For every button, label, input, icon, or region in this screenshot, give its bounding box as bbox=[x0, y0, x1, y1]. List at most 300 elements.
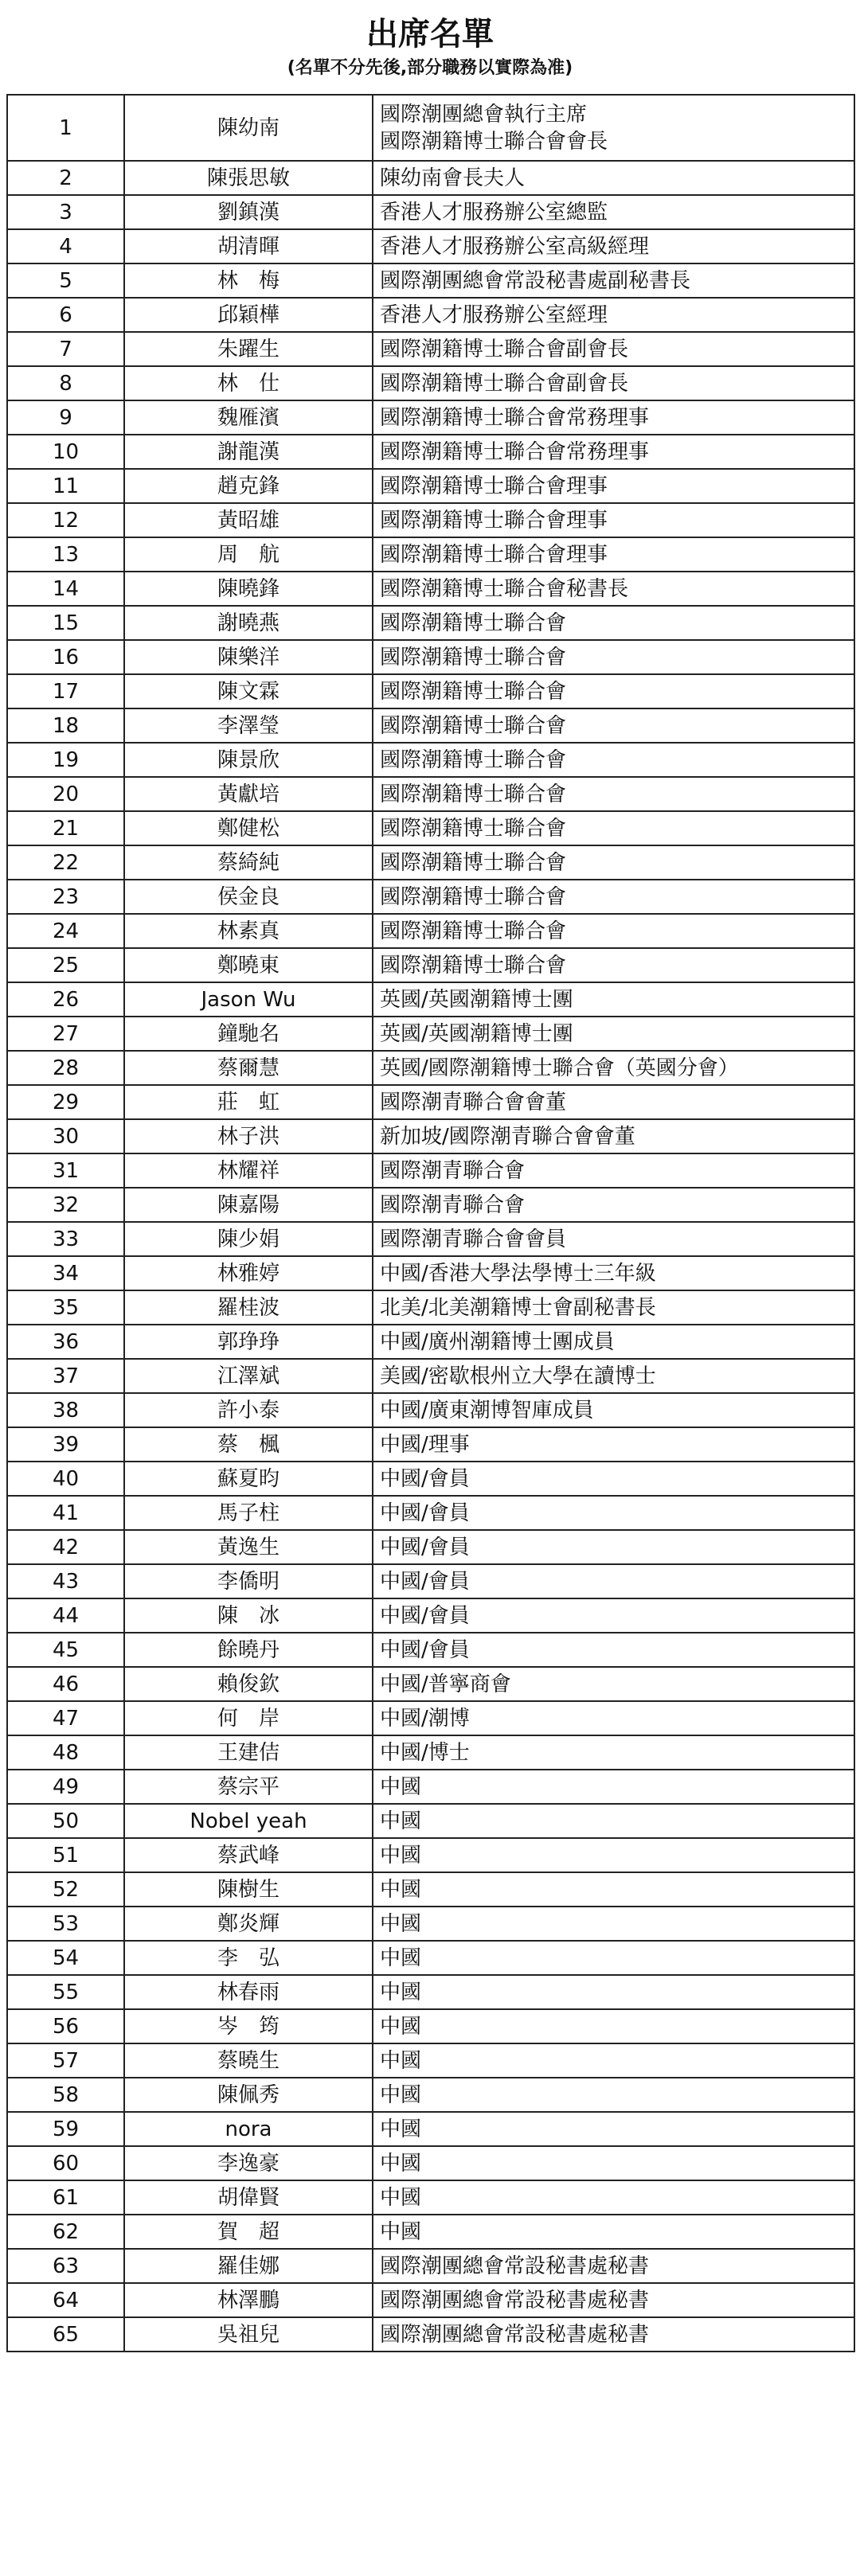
table-row bbox=[7, 1667, 854, 1701]
role-line: 國際潮籍博士聯合會理事 bbox=[380, 474, 608, 498]
attendee-name-cell: 黃逸生 bbox=[124, 1530, 373, 1564]
row-number-cell: 1 bbox=[7, 95, 124, 161]
table-row bbox=[7, 503, 854, 537]
attendee-name-cell: Nobel yeah bbox=[124, 1804, 373, 1838]
attendee-role-cell bbox=[373, 1222, 854, 1256]
table-row bbox=[7, 1222, 854, 1256]
attendee-role-cell bbox=[373, 606, 854, 640]
role-line: 國際潮籍博士聯合會 bbox=[380, 713, 567, 738]
table-row bbox=[7, 880, 854, 914]
table-row bbox=[7, 2215, 854, 2249]
row-number-cell: 39 bbox=[7, 1427, 124, 1462]
role-line: 中國/理事 bbox=[380, 1432, 470, 1457]
role-line: 中國/廣東潮博智庫成員 bbox=[380, 1398, 594, 1423]
attendee-role-cell bbox=[373, 1017, 854, 1051]
row-number-cell: 20 bbox=[7, 777, 124, 811]
row-number-cell: 63 bbox=[7, 2249, 124, 2283]
table-row bbox=[7, 400, 854, 435]
role-line: 國際潮青聯合會 bbox=[380, 1158, 526, 1183]
attendee-role-cell bbox=[373, 1804, 854, 1838]
row-number-cell: 29 bbox=[7, 1085, 124, 1119]
row-number-cell: 62 bbox=[7, 2215, 124, 2249]
role-line: 中國 bbox=[380, 2117, 422, 2141]
row-number-cell: 51 bbox=[7, 1838, 124, 1872]
attendee-name-cell: 陳曉鋒 bbox=[124, 572, 373, 606]
role-line: 香港人才服務辦公室總監 bbox=[380, 200, 608, 224]
row-number-cell: 2 bbox=[7, 161, 124, 195]
attendee-name-cell: 李僑明 bbox=[124, 1564, 373, 1598]
table-row bbox=[7, 743, 854, 777]
attendee-name-cell: 林子洪 bbox=[124, 1119, 373, 1153]
attendee-role-cell bbox=[373, 161, 854, 195]
role-line: 中國 bbox=[380, 2048, 422, 2073]
table-row bbox=[7, 1564, 854, 1598]
row-number-cell: 57 bbox=[7, 2043, 124, 2078]
row-number-cell: 44 bbox=[7, 1598, 124, 1633]
table-row bbox=[7, 2317, 854, 2352]
role-line: 國際潮團總會常設秘書處秘書 bbox=[380, 2254, 650, 2278]
row-number-cell: 25 bbox=[7, 948, 124, 982]
role-line: 陳幼南會長夫人 bbox=[380, 166, 526, 190]
row-number-cell: 34 bbox=[7, 1256, 124, 1290]
attendee-role-cell bbox=[373, 263, 854, 298]
attendee-role-cell bbox=[373, 469, 854, 503]
attendee-role-cell bbox=[373, 640, 854, 674]
attendee-name-cell: 周 航 bbox=[124, 537, 373, 572]
attendee-name-cell: 王建佶 bbox=[124, 1735, 373, 1770]
attendee-name-cell: 朱躍生 bbox=[124, 332, 373, 366]
row-number-cell: 52 bbox=[7, 1872, 124, 1907]
row-number-cell: 10 bbox=[7, 435, 124, 469]
role-line: 中國/會員 bbox=[380, 1501, 470, 1525]
row-number-cell: 46 bbox=[7, 1667, 124, 1701]
attendee-role-cell bbox=[373, 2112, 854, 2146]
role-line: 北美/北美潮籍博士會副秘書長 bbox=[380, 1295, 656, 1320]
table-row bbox=[7, 1633, 854, 1667]
attendee-role-cell bbox=[373, 914, 854, 948]
attendee-name-cell: 岑 筠 bbox=[124, 2009, 373, 2043]
attendee-name-cell: 陳文霖 bbox=[124, 674, 373, 708]
table-row bbox=[7, 2283, 854, 2317]
role-line: 國際潮團總會常設秘書處副秘書長 bbox=[380, 268, 691, 293]
attendee-name-cell: 蔡曉生 bbox=[124, 2043, 373, 2078]
attendee-name-cell: 林素真 bbox=[124, 914, 373, 948]
row-number-cell: 37 bbox=[7, 1359, 124, 1393]
attendee-role-cell bbox=[373, 95, 854, 161]
table-row bbox=[7, 229, 854, 263]
attendee-name-cell: 鄭曉東 bbox=[124, 948, 373, 982]
attendee-name-cell: 羅佳娜 bbox=[124, 2249, 373, 2283]
attendee-name-cell: 黃昭雄 bbox=[124, 503, 373, 537]
attendee-role-cell bbox=[373, 708, 854, 743]
attendee-role-cell bbox=[373, 1598, 854, 1633]
row-number-cell: 30 bbox=[7, 1119, 124, 1153]
attendee-name-cell: 李澤瑩 bbox=[124, 708, 373, 743]
attendee-role-cell bbox=[373, 1667, 854, 1701]
row-number-cell: 17 bbox=[7, 674, 124, 708]
attendee-name-cell: Jason Wu bbox=[124, 982, 373, 1017]
role-line: 國際潮籍博士聯合會秘書長 bbox=[380, 576, 629, 601]
attendee-name-cell: 林 梅 bbox=[124, 263, 373, 298]
table-row bbox=[7, 572, 854, 606]
row-number-cell: 11 bbox=[7, 469, 124, 503]
table-row bbox=[7, 195, 854, 229]
role-line: 新加坡/國際潮青聯合會會董 bbox=[380, 1124, 635, 1149]
table-row bbox=[7, 708, 854, 743]
role-line: 中國/會員 bbox=[380, 1535, 470, 1559]
role-line: 國際潮團總會常設秘書處秘書 bbox=[380, 2288, 650, 2313]
attendee-name-cell: 林耀祥 bbox=[124, 1153, 373, 1188]
table-row bbox=[7, 2146, 854, 2180]
attendee-role-cell bbox=[373, 743, 854, 777]
row-number-cell: 60 bbox=[7, 2146, 124, 2180]
row-number-cell: 5 bbox=[7, 263, 124, 298]
attendee-role-cell bbox=[373, 1427, 854, 1462]
row-number-cell: 47 bbox=[7, 1701, 124, 1735]
attendee-name-cell: 蔡宗平 bbox=[124, 1770, 373, 1804]
attendee-role-cell bbox=[373, 1393, 854, 1427]
role-line: 中國/潮博 bbox=[380, 1706, 470, 1731]
attendee-name-cell: 李逸豪 bbox=[124, 2146, 373, 2180]
table-row bbox=[7, 640, 854, 674]
role-line: 國際潮團總會執行主席 bbox=[380, 102, 588, 127]
table-row bbox=[7, 1496, 854, 1530]
row-number-cell: 59 bbox=[7, 2112, 124, 2146]
role-line: 中國/廣州潮籍博士團成員 bbox=[380, 1329, 615, 1354]
role-line: 國際潮籍博士聯合會常務理事 bbox=[380, 405, 650, 430]
attendee-name-cell: 蘇夏昀 bbox=[124, 1462, 373, 1496]
role-line: 國際潮籍博士聯合會理事 bbox=[380, 542, 608, 567]
attendee-name-cell: 莊 虹 bbox=[124, 1085, 373, 1119]
attendee-role-cell bbox=[373, 366, 854, 400]
attendee-role-cell bbox=[373, 503, 854, 537]
table-row bbox=[7, 2078, 854, 2112]
attendee-role-cell bbox=[373, 1462, 854, 1496]
attendee-name-cell: 蔡綺純 bbox=[124, 845, 373, 880]
row-number-cell: 18 bbox=[7, 708, 124, 743]
role-line: 國際潮籍博士聯合會 bbox=[380, 782, 567, 806]
table-row bbox=[7, 263, 854, 298]
role-line: 中國 bbox=[380, 1946, 422, 1970]
table-row bbox=[7, 1735, 854, 1770]
role-line: 國際潮籍博士聯合會 bbox=[380, 816, 567, 841]
row-number-cell: 9 bbox=[7, 400, 124, 435]
row-number-cell: 50 bbox=[7, 1804, 124, 1838]
attendee-name-cell: 餘曉丹 bbox=[124, 1633, 373, 1667]
row-number-cell: 41 bbox=[7, 1496, 124, 1530]
attendee-role-cell bbox=[373, 400, 854, 435]
table-row bbox=[7, 1907, 854, 1941]
attendee-name-cell: 謝曉燕 bbox=[124, 606, 373, 640]
table-row bbox=[7, 1085, 854, 1119]
table-row bbox=[7, 1701, 854, 1735]
row-number-cell: 21 bbox=[7, 811, 124, 845]
role-line: 中國 bbox=[380, 1843, 422, 1868]
role-line: 中國/博士 bbox=[380, 1740, 470, 1765]
row-number-cell: 48 bbox=[7, 1735, 124, 1770]
table-row bbox=[7, 1119, 854, 1153]
attendee-role-cell bbox=[373, 1256, 854, 1290]
attendee-name-cell: 林 仕 bbox=[124, 366, 373, 400]
row-number-cell: 61 bbox=[7, 2180, 124, 2215]
attendance-table bbox=[6, 94, 855, 2352]
role-line: 國際潮籍博士聯合會理事 bbox=[380, 508, 608, 533]
attendee-role-cell bbox=[373, 1941, 854, 1975]
row-number-cell: 27 bbox=[7, 1017, 124, 1051]
table-row bbox=[7, 1325, 854, 1359]
attendee-name-cell: 許小泰 bbox=[124, 1393, 373, 1427]
row-number-cell: 4 bbox=[7, 229, 124, 263]
role-line: 英國/英國潮籍博士團 bbox=[380, 1021, 573, 1046]
attendee-role-cell bbox=[373, 948, 854, 982]
attendee-name-cell: 陳景欣 bbox=[124, 743, 373, 777]
attendee-role-cell bbox=[373, 2009, 854, 2043]
attendee-role-cell bbox=[373, 845, 854, 880]
role-line: 中國/會員 bbox=[380, 1603, 470, 1628]
table-row bbox=[7, 95, 854, 161]
attendee-name-cell: 胡清暉 bbox=[124, 229, 373, 263]
role-line: 中國 bbox=[380, 1774, 422, 1799]
attendee-name-cell: 劉鎮漢 bbox=[124, 195, 373, 229]
attendee-name-cell: 李 弘 bbox=[124, 1941, 373, 1975]
table-row bbox=[7, 2180, 854, 2215]
attendee-name-cell: 蔡武峰 bbox=[124, 1838, 373, 1872]
attendee-name-cell: 陳幼南 bbox=[124, 95, 373, 161]
row-number-cell: 40 bbox=[7, 1462, 124, 1496]
row-number-cell: 31 bbox=[7, 1153, 124, 1188]
table-row bbox=[7, 811, 854, 845]
role-line: 國際潮籍博士聯合會 bbox=[380, 611, 567, 635]
role-line: 香港人才服務辦公室高級經理 bbox=[380, 234, 650, 259]
row-number-cell: 16 bbox=[7, 640, 124, 674]
attendee-name-cell: 何 岸 bbox=[124, 1701, 373, 1735]
row-number-cell: 32 bbox=[7, 1188, 124, 1222]
table-row bbox=[7, 2112, 854, 2146]
role-line: 中國 bbox=[380, 2151, 422, 2176]
attendee-name-cell: 郭琤琤 bbox=[124, 1325, 373, 1359]
table-row bbox=[7, 366, 854, 400]
attendance-table-body bbox=[7, 95, 854, 2352]
attendee-name-cell: 陳嘉陽 bbox=[124, 1188, 373, 1222]
table-row bbox=[7, 1256, 854, 1290]
table-row bbox=[7, 1598, 854, 1633]
role-line: 中國 bbox=[380, 2185, 422, 2210]
table-row bbox=[7, 1838, 854, 1872]
role-line: 中國/會員 bbox=[380, 1637, 470, 1662]
table-row bbox=[7, 1530, 854, 1564]
attendee-name-cell: 陳 冰 bbox=[124, 1598, 373, 1633]
attendee-name-cell: 謝龍漢 bbox=[124, 435, 373, 469]
table-row bbox=[7, 1804, 854, 1838]
row-number-cell: 38 bbox=[7, 1393, 124, 1427]
table-row bbox=[7, 982, 854, 1017]
attendee-name-cell: nora bbox=[124, 2112, 373, 2146]
document-header bbox=[0, 0, 860, 93]
table-row bbox=[7, 1941, 854, 1975]
role-line: 英國/英國潮籍博士團 bbox=[380, 987, 573, 1012]
attendee-role-cell bbox=[373, 572, 854, 606]
table-row bbox=[7, 469, 854, 503]
table-row bbox=[7, 1188, 854, 1222]
attendee-name-cell: 鐘馳名 bbox=[124, 1017, 373, 1051]
attendee-role-cell bbox=[373, 195, 854, 229]
role-line: 國際潮青聯合會會員 bbox=[380, 1227, 567, 1251]
role-line: 國際潮籍博士聯合會 bbox=[380, 747, 567, 772]
row-number-cell: 13 bbox=[7, 537, 124, 572]
table-row bbox=[7, 1770, 854, 1804]
attendee-role-cell bbox=[373, 674, 854, 708]
attendee-name-cell: 侯金良 bbox=[124, 880, 373, 914]
row-number-cell: 22 bbox=[7, 845, 124, 880]
table-row bbox=[7, 1462, 854, 1496]
row-number-cell: 14 bbox=[7, 572, 124, 606]
table-row bbox=[7, 2009, 854, 2043]
attendee-name-cell: 邱穎樺 bbox=[124, 298, 373, 332]
row-number-cell: 55 bbox=[7, 1975, 124, 2009]
attendee-role-cell bbox=[373, 2043, 854, 2078]
attendee-role-cell bbox=[373, 229, 854, 263]
attendee-name-cell: 陳佩秀 bbox=[124, 2078, 373, 2112]
role-line: 國際潮籍博士聯合會 bbox=[380, 850, 567, 875]
attendee-role-cell bbox=[373, 2317, 854, 2352]
attendee-name-cell: 陳少娟 bbox=[124, 1222, 373, 1256]
table-row bbox=[7, 537, 854, 572]
attendee-role-cell bbox=[373, 298, 854, 332]
attendee-role-cell bbox=[373, 2078, 854, 2112]
row-number-cell: 58 bbox=[7, 2078, 124, 2112]
role-line: 國際潮團總會常設秘書處秘書 bbox=[380, 2322, 650, 2347]
role-line: 國際潮青聯合會會董 bbox=[380, 1090, 567, 1114]
attendee-role-cell bbox=[373, 1735, 854, 1770]
row-number-cell: 54 bbox=[7, 1941, 124, 1975]
row-number-cell: 28 bbox=[7, 1051, 124, 1085]
attendee-role-cell bbox=[373, 332, 854, 366]
attendee-name-cell: 鄭炎輝 bbox=[124, 1907, 373, 1941]
role-line: 香港人才服務辦公室經理 bbox=[380, 302, 608, 327]
attendee-role-cell bbox=[373, 1701, 854, 1735]
page-subtitle: (名單不分先後,部分職務以實際為准) bbox=[287, 58, 573, 78]
attendee-role-cell bbox=[373, 1496, 854, 1530]
table-row bbox=[7, 435, 854, 469]
table-row bbox=[7, 1975, 854, 2009]
row-number-cell: 36 bbox=[7, 1325, 124, 1359]
role-line: 中國 bbox=[380, 2219, 422, 2244]
row-number-cell: 19 bbox=[7, 743, 124, 777]
role-line: 國際潮籍博士聯合會 bbox=[380, 919, 567, 943]
role-line: 國際潮籍博士聯合會會長 bbox=[380, 129, 608, 154]
attendee-name-cell: 林春雨 bbox=[124, 1975, 373, 2009]
attendee-name-cell: 陳樂洋 bbox=[124, 640, 373, 674]
role-line: 國際潮籍博士聯合會副會長 bbox=[380, 371, 629, 396]
attendee-role-cell bbox=[373, 435, 854, 469]
table-row bbox=[7, 606, 854, 640]
attendee-name-cell: 馬子柱 bbox=[124, 1496, 373, 1530]
role-line: 國際潮籍博士聯合會 bbox=[380, 679, 567, 704]
table-row bbox=[7, 1290, 854, 1325]
role-line: 國際潮籍博士聯合會 bbox=[380, 953, 567, 978]
attendee-name-cell: 林澤鵬 bbox=[124, 2283, 373, 2317]
attendee-role-cell bbox=[373, 2249, 854, 2283]
table-row bbox=[7, 845, 854, 880]
table-row bbox=[7, 1017, 854, 1051]
row-number-cell: 8 bbox=[7, 366, 124, 400]
table-row bbox=[7, 1153, 854, 1188]
table-row bbox=[7, 948, 854, 982]
role-line: 中國 bbox=[380, 2014, 422, 2039]
role-line: 美國/密歇根州立大學在讀博士 bbox=[380, 1364, 656, 1388]
attendee-role-cell bbox=[373, 777, 854, 811]
row-number-cell: 12 bbox=[7, 503, 124, 537]
attendee-role-cell bbox=[373, 1838, 854, 1872]
attendee-name-cell: 賴俊欽 bbox=[124, 1667, 373, 1701]
role-line: 國際潮籍博士聯合會副會長 bbox=[380, 337, 629, 361]
role-line: 中國/普寧商會 bbox=[380, 1672, 511, 1696]
row-number-cell: 23 bbox=[7, 880, 124, 914]
row-number-cell: 65 bbox=[7, 2317, 124, 2352]
role-line: 中國 bbox=[380, 1877, 422, 1902]
row-number-cell: 15 bbox=[7, 606, 124, 640]
attendee-role-cell bbox=[373, 1975, 854, 2009]
attendee-name-cell: 江澤斌 bbox=[124, 1359, 373, 1393]
role-line: 國際潮籍博士聯合會 bbox=[380, 645, 567, 669]
attendee-role-cell bbox=[373, 1085, 854, 1119]
table-row bbox=[7, 1393, 854, 1427]
role-line: 中國/會員 bbox=[380, 1569, 470, 1594]
row-number-cell: 45 bbox=[7, 1633, 124, 1667]
table-row bbox=[7, 674, 854, 708]
table-row bbox=[7, 914, 854, 948]
table-row bbox=[7, 2249, 854, 2283]
attendee-role-cell bbox=[373, 1907, 854, 1941]
row-number-cell: 64 bbox=[7, 2283, 124, 2317]
row-number-cell: 26 bbox=[7, 982, 124, 1017]
attendee-role-cell bbox=[373, 1325, 854, 1359]
table-row bbox=[7, 2043, 854, 2078]
attendee-name-cell: 林雅婷 bbox=[124, 1256, 373, 1290]
attendee-name-cell: 賀 超 bbox=[124, 2215, 373, 2249]
row-number-cell: 53 bbox=[7, 1907, 124, 1941]
attendee-role-cell bbox=[373, 1051, 854, 1085]
attendee-name-cell: 羅桂波 bbox=[124, 1290, 373, 1325]
role-line: 中國 bbox=[380, 1980, 422, 2004]
row-number-cell: 3 bbox=[7, 195, 124, 229]
row-number-cell: 56 bbox=[7, 2009, 124, 2043]
row-number-cell: 6 bbox=[7, 298, 124, 332]
page-title: 出席名單 bbox=[366, 16, 494, 53]
attendee-role-cell bbox=[373, 880, 854, 914]
attendee-role-cell bbox=[373, 537, 854, 572]
role-line: 中國/香港大學法學博士三年級 bbox=[380, 1261, 656, 1286]
role-line: 中國/會員 bbox=[380, 1466, 470, 1491]
attendee-role-cell bbox=[373, 1872, 854, 1907]
attendee-role-cell bbox=[373, 1188, 854, 1222]
attendee-role-cell bbox=[373, 2146, 854, 2180]
table-row bbox=[7, 332, 854, 366]
table-row bbox=[7, 161, 854, 195]
table-row bbox=[7, 777, 854, 811]
table-row bbox=[7, 1427, 854, 1462]
attendee-name-cell: 陳樹生 bbox=[124, 1872, 373, 1907]
role-line: 中國 bbox=[380, 1809, 422, 1833]
attendee-name-cell: 蔡 楓 bbox=[124, 1427, 373, 1462]
row-number-cell: 43 bbox=[7, 1564, 124, 1598]
role-line: 國際潮青聯合會 bbox=[380, 1192, 526, 1217]
role-line: 中國 bbox=[380, 1911, 422, 1936]
table-row bbox=[7, 1872, 854, 1907]
table-row bbox=[7, 1359, 854, 1393]
attendee-role-cell bbox=[373, 1359, 854, 1393]
attendee-name-cell: 蔡爾慧 bbox=[124, 1051, 373, 1085]
